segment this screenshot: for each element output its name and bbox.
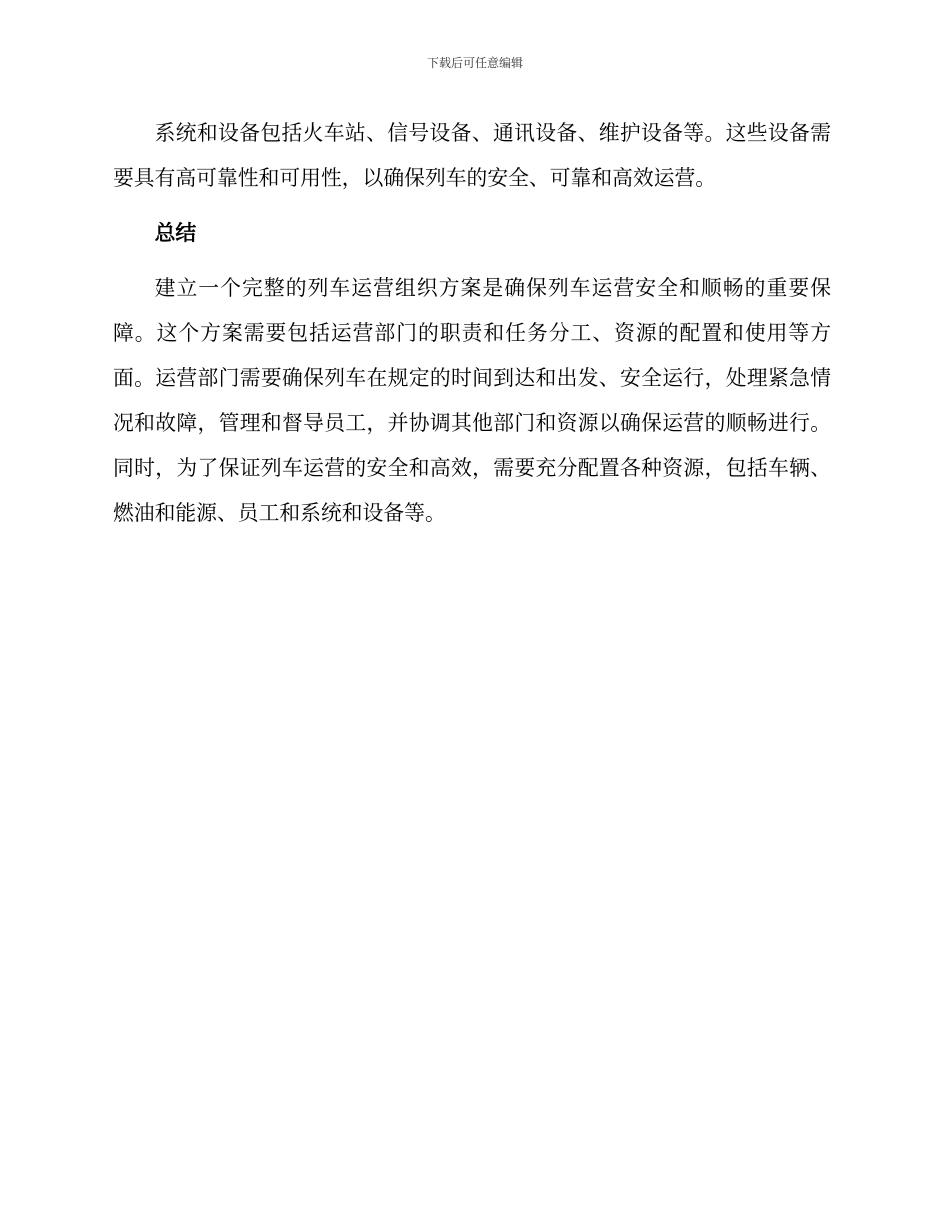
paragraph-summary: 建立一个完整的列车运营组织方案是确保列车运营安全和顺畅的重要保障。这个方案需要包括运营部门的职责和任务分工、资源的配置和使用等方面。运营部门需要确保列车在规定的时间到达和出发、安全运行，处理紧急情况和故障，管理和督导员工，并协调其他部门和资源以确保运营的顺畅进行。同时，为了保证列车运营的安全和高效，需要充分配置各种资源，包括车辆、燃油和能源、员工和系统和设备等。 xyxy=(113,276,831,525)
document-body xyxy=(113,111,831,536)
paragraph-systems-equipment: 系统和设备包括火车站、信号设备、通讯设备、维护设备等。这些设备需要具有高可靠性和可用性，以确保列车的安全、可靠和高效运营。 xyxy=(113,121,831,190)
header-note: 下载后可任意编辑 xyxy=(426,56,523,70)
section-heading-summary: 总结 xyxy=(154,221,197,245)
